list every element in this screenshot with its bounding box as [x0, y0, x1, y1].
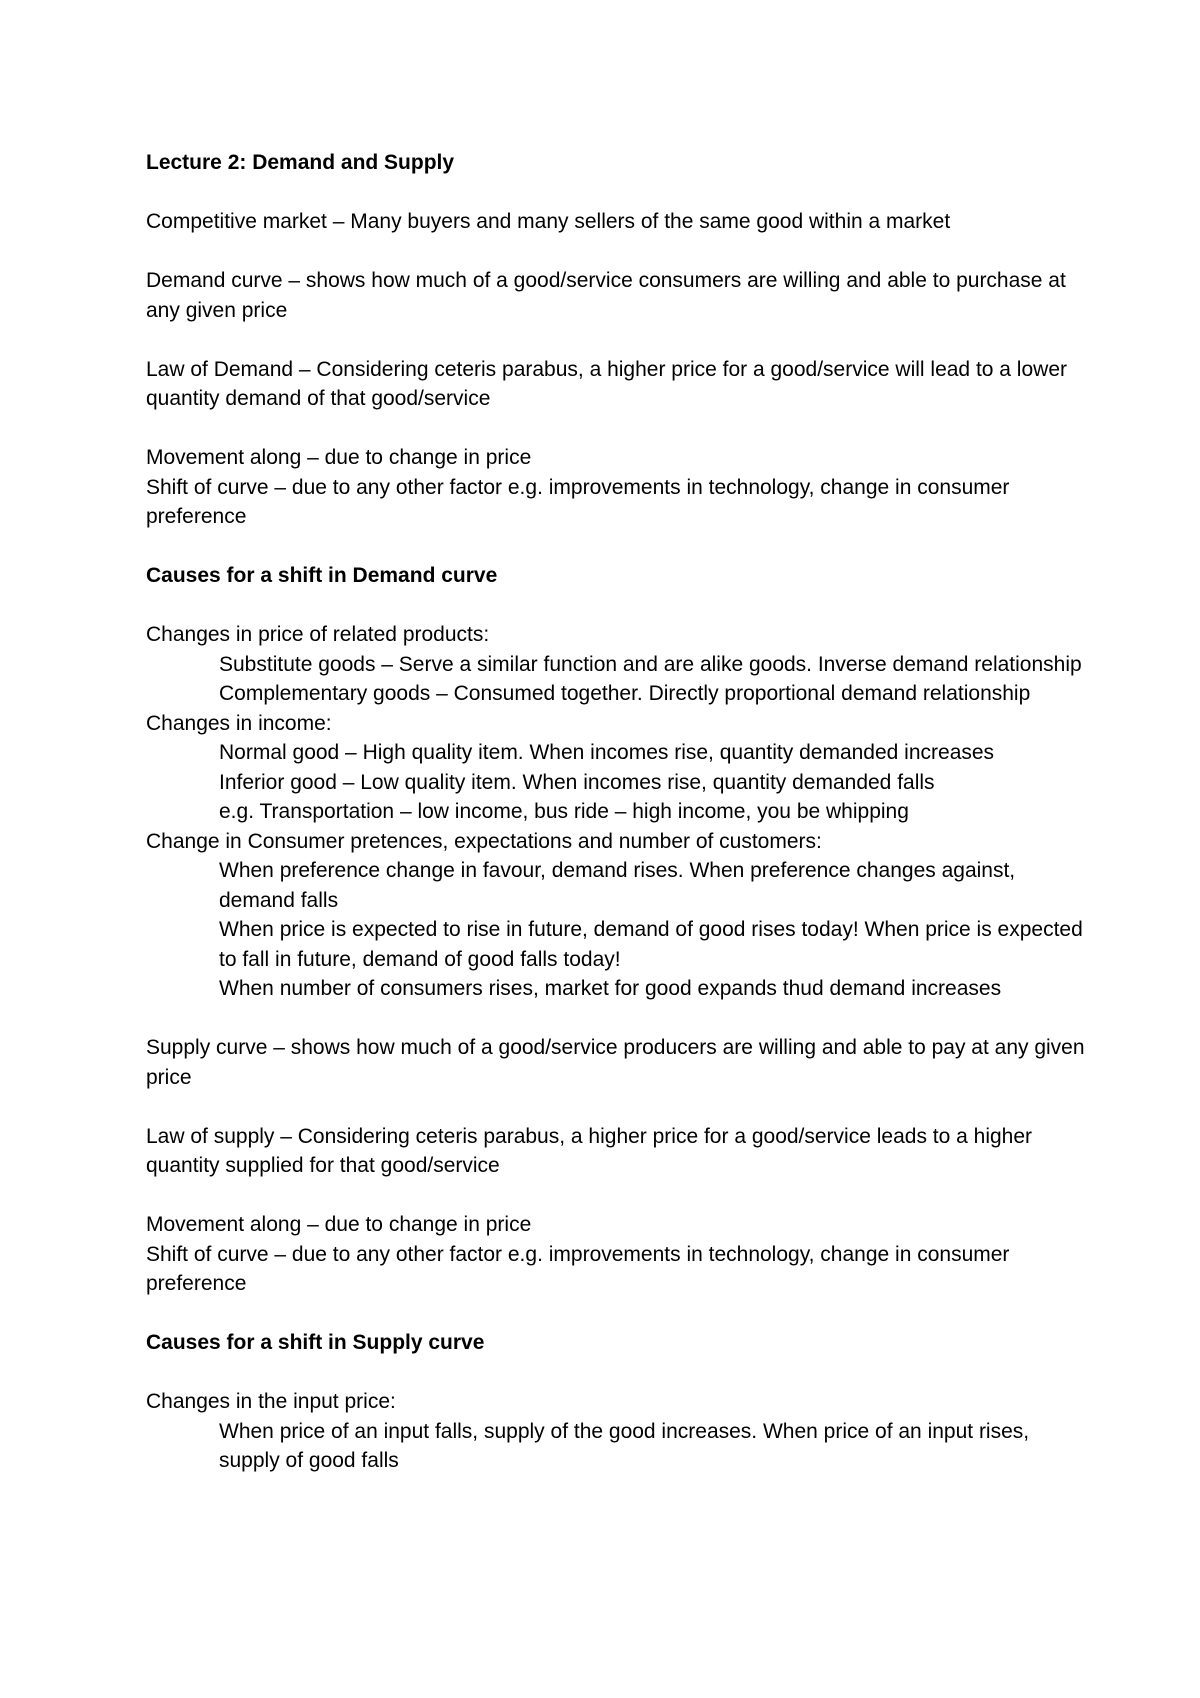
consumer-heading: Change in Consumer pretences, expectations and number of customers: [146, 829, 822, 853]
income-example-item: e.g. Transportation – low income, bus ride – high income, you be whipping [219, 800, 909, 823]
demand-shift-of-curve: Shift of curve – due to any other factor e.g. improvements in technology, change in consumer preference [146, 475, 1010, 528]
supply-shift-of-curve: Shift of curve – due to any other factor e.g. improvements in technology, change in consumer preference [146, 1242, 1010, 1295]
demand-movement-along: Movement along – due to change in price [146, 446, 532, 469]
page-title: Lecture 2: Demand and Supply [146, 151, 455, 174]
expectation-item: When price is expected to rise in future, demand of good rises today! When price is expected to fall in future, demand of good falls today! [219, 918, 1083, 971]
document-body [146, 148, 1086, 1476]
inferior-good-item: Inferior good – Low quality item. When incomes rise, quantity demanded falls [219, 770, 935, 794]
law-of-demand-definition: Law of Demand – Considering ceteris parabus, a higher price for a good/service will lead to a lower quantity demand of that good/service [146, 357, 1067, 410]
income-heading: Changes in income: [146, 711, 332, 735]
preference-item: When preference change in favour, demand rises. When preference changes against, demand falls [219, 859, 1016, 912]
demand-causes-heading: Causes for a shift in Demand curve [146, 564, 498, 587]
complementary-goods-item: Complementary goods – Consumed together. Directly proportional demand relationship [219, 682, 1031, 705]
supply-curve-definition: Supply curve – shows how much of a good/service producers are willing and able to pay at any given price [146, 1036, 1085, 1089]
demand-curve-definition: Demand curve – shows how much of a good/service consumers are willing and able to purchase at any given price [146, 269, 1066, 322]
input-price-heading: Changes in the input price: [146, 1390, 396, 1413]
related-products-heading: Changes in price of related products: [146, 623, 490, 646]
consumer-number-item: When number of consumers rises, market for good expands thud demand increases [219, 977, 1002, 1000]
supply-movement-along: Movement along – due to change in price [146, 1213, 532, 1236]
competitive-market-definition: Competitive market – Many buyers and many sellers of the same good within a market [146, 210, 951, 233]
substitute-goods-item: Substitute goods – Serve a similar function and are alike goods. Inverse demand relationship [219, 652, 1082, 676]
normal-good-item: Normal good – High quality item. When incomes rise, quantity demanded increases [219, 741, 995, 764]
input-price-item: When price of an input falls, supply of the good increases. When price of an input rises, supply of good falls [219, 1419, 1030, 1472]
supply-causes-heading: Causes for a shift in Supply curve [146, 1331, 485, 1354]
law-of-supply-definition: Law of supply – Considering ceteris parabus, a higher price for a good/service leads to a higher quantity supplied for that good/service [146, 1124, 1033, 1177]
